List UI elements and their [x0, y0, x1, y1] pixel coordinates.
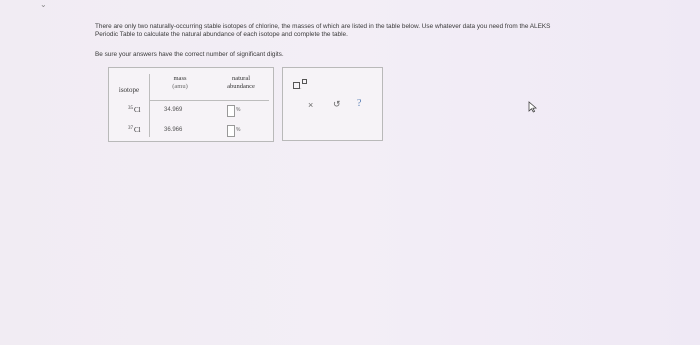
mass-header-unit: (amu) — [172, 83, 188, 90]
abundance-header-line-1: natural — [231, 75, 251, 82]
header-divider — [149, 100, 269, 101]
mass-header-label: mass — [173, 75, 187, 82]
answer-tools-panel — [282, 67, 383, 141]
abundance-input[interactable] — [227, 125, 235, 137]
element-symbol: Cl — [134, 126, 141, 134]
table-row — [109, 124, 273, 138]
isotope-symbol — [128, 106, 141, 114]
help-button[interactable]: ? — [357, 98, 362, 109]
prompt-line-1: There are only two naturally-occurring stable isotopes of chlorine, the masses of which are listed in the table below. Use whatever data you need from the ALEKS — [95, 23, 551, 30]
exponent-box-icon — [302, 79, 307, 84]
mass-value: 36.966 — [164, 125, 212, 136]
question-prompt — [95, 23, 680, 39]
isotope-table — [108, 67, 274, 142]
percent-unit: % — [236, 107, 241, 113]
mouse-cursor-icon — [527, 101, 539, 113]
scientific-notation-icon[interactable] — [293, 79, 307, 92]
abundance-input[interactable] — [227, 105, 235, 117]
sig-fig-instruction: Be sure your answers have the correct number of significant digits. — [95, 51, 284, 58]
abundance-header — [207, 75, 275, 91]
mantissa-box-icon — [293, 82, 300, 89]
percent-unit: % — [236, 127, 241, 133]
element-symbol: Cl — [134, 106, 141, 114]
undo-button[interactable]: ↺ — [333, 99, 341, 109]
mass-number: 37 — [128, 126, 133, 131]
abundance-header-line-2: abundance — [227, 83, 255, 90]
times-dot-icon: · — [300, 86, 302, 92]
isotope-symbol — [128, 126, 141, 134]
prompt-line-2: Periodic Table to calculate the natural abundance of each isotope and complete the table. — [95, 31, 348, 38]
clear-button[interactable]: × — [308, 100, 314, 110]
isotope-header: isotope — [118, 86, 140, 94]
mass-number: 35 — [128, 106, 133, 111]
table-row — [109, 104, 273, 118]
mass-header — [151, 75, 209, 91]
mass-value: 34.969 — [164, 105, 212, 116]
collapse-chevron-icon[interactable]: ⌄ — [40, 0, 47, 9]
